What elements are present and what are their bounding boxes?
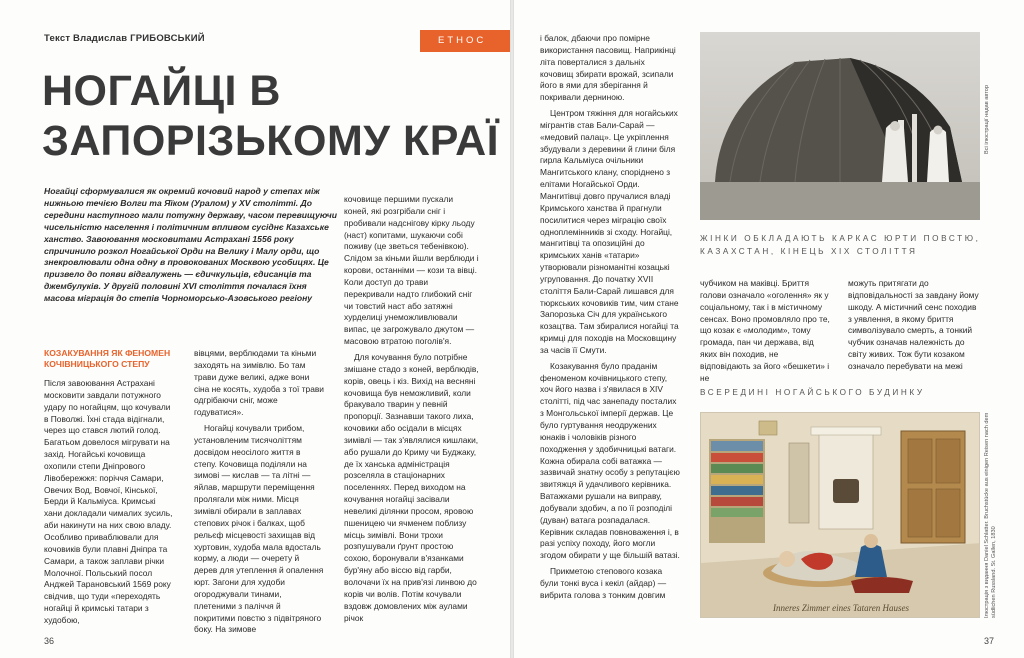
section-tag[interactable]: ЕТНОС [420, 30, 510, 52]
left-column-1 [44, 348, 174, 631]
right-column-2 [700, 278, 830, 389]
body-paragraph: чубчиком на маківці. Бриття голови означало «оголення» як у соціальному, так і в містичному сенсах. Воно промовляло про те, що козак є «молодим», тому громада, пан чи держава, від яких він походив, не відповідають за його «бешкети» і не [700, 278, 830, 383]
illustration-credit: Ілюстрація з видання Daniel Schlatter. Bruchstücke aus einigen Reisen nach dem südlichen Russland. St. Gallen, 1830 [984, 412, 997, 618]
body-paragraph: і балок, дбаючи про помірне використання пасовищ. Наприкінці літа поверталися з дальніх кочовищ збирати врожай, зсипали його в ями для зберігання й покривали дерниною. [540, 33, 676, 103]
right-column-1 [540, 33, 680, 606]
yurt-photo [700, 32, 980, 220]
body-paragraph: вівцями, верблюдами та кіньми заходять на зимівлю. Бо там трави дуже великі, адже вони сіна не косять, худоба з тої трави одгрібаючи сніг, може годуватися». [194, 348, 324, 418]
body-paragraph: Центром тяжіння для ногайських мігрантів став Бали-Сарай — «медовий палац». Це укріплення збудували з деревини й глини біля гирла Кальміуса очільники Мангитського клану, споріднено з елітами Ногайської Орди. Мангитівці довго пручалися владі Кримського ханства й прагнули посилитися через міграцію своїх одноплемінників зі сходу. Ногайці, мангитівці та опозиційні до кримських ханів «татари» утворювали різноманітні козацькі угруповання. До початку XVII століття Бали-Сарай лишався для тюркських кочовиків тим, чим стане Запорозька Січ для українського козацтва. Там збиралися ногайці та кримці для походів на Московщину за часів її Смути. [540, 108, 679, 355]
illustration-drawing [701, 413, 980, 618]
body-paragraph: Прикметою степового козака були тонкі вуса і кекіл (айдар) — вибрита голова з тонким довгим [540, 566, 667, 600]
tatar-house-illustration [700, 412, 980, 618]
left-column-3 [344, 194, 480, 628]
photo-caption: ЖІНКИ ОБКЛАДАЮТЬ КАРКАС ЮРТИ ПОВСТЮ, КАЗАХСТАН, КІНЕЦЬ XIX СТОЛІТТЯ [700, 234, 981, 256]
yurt-photo-drawing [700, 32, 980, 220]
lead-paragraph: Ногайці сформувалися як окремий кочовий народ у степах між нижньою течією Волги та Яїком (Уралом) у XV столітті. До середини наступного мали потужну державу, часом перевищуючи чисельністю населення і політичним впливом сусіднє Казахське ханство. Завоювання московитами Астрахані 1556 року спричинило розкол Ногайської Орди на Велику і Малу орди, що знекровлювали одна одну в провокованих Москвою усобицях. Це призвело до появи відгалужень — єдичкульців, єдисанців та джембулуків. У другій половині XVI століття почалася їхня масова міграція до степів Чорноморсько-Азовського регіону [44, 186, 338, 304]
body-paragraph: Козакування було праданім феноменом кочівницького степу, хоч його назва і з'явилася в XIV столітті, під час занепаду посталих з Монгольської імперії держав. Це було гуртування неодружених юнаків і чоловіків різного походження у здобичницькі ватаги. Кожна обирала собі ватажка — зазвичай знатну особу з репутацією звитяжця й удачливого керівника. Ватажками рушали на виправу, добували здобич, а по її розподілі (дуван) ватага розпадалася. Керівник складав повноваження і, в разі успіху походу, його могли згодом обирати у ще більшій ватазі. [540, 360, 680, 561]
page-number-right: 37 [984, 636, 995, 646]
photo-credit: Всі ілюстрації надав автор [984, 85, 990, 154]
body-paragraph: Ногайці кочували трибом, установленим тисячоліттям досвідом неосілого життя в степу. Кочовища поділяли на зимові — кислав — та літні — яйлав, маршрути переміщення пролягали між ними. Місця зимівлі обирали в заплавах степових річок і балках, щоб рельєф місцевості захищав від хуртовин, худоба мала вдосталь корму, а люди — очерету й дерев для утеплення й опалення юрт. Загони для худоби огороджували тинами, плетеними з паліччя й покритими повстю з підвітряного боку. На зимове [194, 423, 324, 635]
page-number-left: 36 [44, 636, 55, 646]
body-paragraph: Після завоювання Астрахані московити завдали потужного удару по ногайцям, що кочували в Поволжі. Їхні стада відігнали, через що стався лютий голод. Багатьом довелося мігрувати на захід. Ногайські кочовища охопили степи Дніпрового Лівобережжя: поріччя Самари, Овечих Вод, Вовчої, Кінської, Берди й Кальміуса. Кримські хани докладали чималих зусиль, аби накинути на них свою владу. Особливо приваблювали для кочовиків були плавні Дніпра та Самари, а також заплави річки Молочної. Польський посол Анджей Тарановський 1569 року свідчив, що туди «переходять ногайці й кримські татари з худобою, [44, 378, 173, 625]
body-paragraph: можуть притягати до відповідальності за завдану йому шкоду. А містичний сенс походив з уявлення, в якому бриття символізувало смерть, а тонкий чубчик означав належність до світу живих. Тож бути козаком означало перебувати на межі [848, 278, 979, 371]
illustration-caption: ВСЕРЕДИНІ НОГАЙСЬКОГО БУДИНКУ [700, 388, 925, 397]
illustration-inscription: Inneres Zimmer eines Tataren Hauses [773, 603, 909, 613]
left-column-2 [194, 348, 324, 640]
right-column-3 [848, 278, 982, 377]
article-title: НОГАЙЦІ В ЗАПОРІЗЬКОМУ КРАЇ [42, 67, 500, 165]
body-paragraph: Для кочування було потрібне змішане стадо з коней, верблюдів, корів, овець і кіз. Вихід на весняні кочовища був неможливий, коли бракувало тварин у певній пропорції. Зазнавши такого лиха, кочовики або осідали в місцях зимівлі — так з'являлися кишлаки, або рушали до Криму чи Буджаку, де їх ханська адміністрація розселяла в стаціонарних поселеннях. Перед виходом на кочування ногайці засівали невеликі ділянки просом, яровою пшеницею чи ячменем поблизу місць зимівлі. Вони трохи розпушували ґрунт простою сохою, боронували в'язанками бур'яну або віссю від гарби, волочачи їх на прив'язі линвою до корів чи волів. Потім кочували вздовж домовлених між аулами річок [344, 351, 479, 623]
body-paragraph: кочовище першими пускали коней, які розгрібали сніг і пробивали надснігову кірку льоду (наст) копитами, шукаючи собі поживу (це зветься тебенівкою). Слідом за кіньми йшли верблюди і корови, останніми — кози та вівці. Коли доступ до трави перекривали надто глибокий сніг чи товстий наст або затяжні хурделиці унеможливлювали випас, це загрожувало джутом — масовою втратою поголів'я. [344, 194, 479, 347]
section-subhead: КОЗАКУВАННЯ ЯК ФЕНОМЕН КОЧІВНИЦЬКОГО СТЕПУ [44, 348, 171, 369]
left-page [0, 0, 510, 658]
author-credit: Текст Владислав ГРИБОВСЬКИЙ [44, 33, 205, 44]
